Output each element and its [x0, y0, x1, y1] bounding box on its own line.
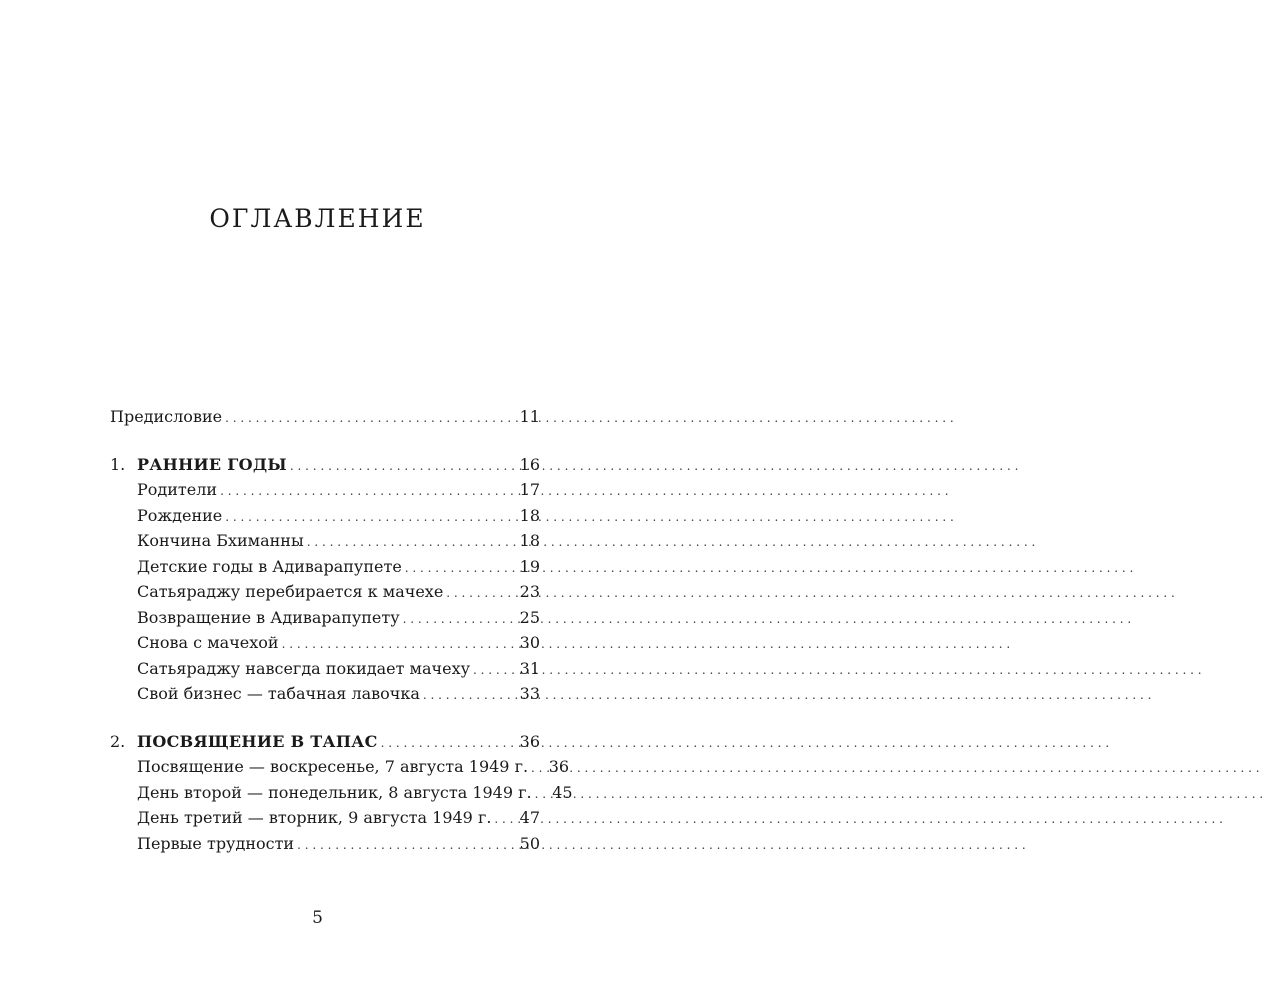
toc-entry-label: Предисловие	[110, 407, 223, 426]
chapter-number: 2.	[110, 731, 126, 751]
toc-entry-page: 11	[519, 407, 540, 426]
toc-entry-page: 25	[519, 607, 540, 627]
toc-entry	[110, 606, 540, 632]
toc-entry	[110, 631, 540, 657]
dot-leader	[297, 833, 514, 858]
toc-entry-label: Рождение	[137, 505, 223, 525]
toc-entry	[110, 555, 540, 581]
toc-entry-preface	[110, 405, 540, 431]
toc-entry-page: 31	[519, 658, 540, 678]
toc-entry	[110, 580, 540, 606]
toc-entry-label: Родители	[137, 480, 218, 499]
dot-leader	[225, 505, 514, 530]
dot-leader	[423, 683, 514, 708]
toc-entry-page: 17	[519, 480, 540, 499]
dot-leader	[405, 556, 514, 581]
dot-leader	[220, 479, 514, 504]
toc-entry-label: День второй — понедельник, 8 августа 1949 г.	[137, 782, 532, 802]
toc-entry	[110, 478, 540, 504]
toc-entry-page: 36	[519, 731, 540, 751]
section-gap	[110, 431, 540, 453]
toc-chapter-2	[110, 730, 540, 756]
toc-entry-page: 50	[519, 833, 540, 853]
dot-leader	[307, 530, 514, 555]
toc-entry-label: Свой бизнес — табачная лавочка	[137, 684, 420, 703]
toc-entry-label: Кончина Бхиманны	[137, 531, 304, 550]
chapter-number: 1.	[110, 454, 126, 474]
toc-entry	[110, 529, 540, 555]
toc-entry	[110, 755, 570, 781]
toc-entry	[110, 781, 573, 807]
toc-entry-page: 36	[548, 757, 570, 776]
toc-entry-page: 30	[519, 633, 540, 652]
toc-entry-label: Сатьяраджу перебирается к мачехе	[137, 582, 444, 601]
toc-entry-page: 33	[519, 684, 540, 703]
toc-entry-page: 45	[552, 782, 573, 802]
toc-entry	[110, 504, 540, 530]
dot-leader	[446, 581, 514, 606]
dot-leader	[225, 406, 514, 431]
toc-entry-page: 23	[519, 582, 540, 601]
toc-entry	[110, 657, 540, 683]
toc-entry-label: Сатьяраджу навсегда покидает мачеху	[137, 658, 471, 678]
dot-leader	[381, 731, 514, 756]
dot-leader	[403, 607, 514, 632]
toc-chapter-1	[110, 453, 540, 479]
toc-entry-page: 18	[519, 505, 540, 525]
dot-leader	[290, 454, 514, 479]
toc-entry-label: Возвращение в Адиварапупету	[137, 607, 400, 627]
toc-entry-label: Снова с мачехой	[137, 633, 279, 652]
toc-entry-page: 19	[519, 556, 540, 576]
toc-entry	[110, 682, 540, 708]
toc-entry-label: День третий — вторник, 9 августа 1949 г.	[137, 808, 492, 827]
page-number: 5	[312, 908, 323, 928]
section-gap	[110, 708, 540, 730]
toc-entry-page: 47	[519, 808, 540, 827]
toc-entry	[110, 832, 540, 858]
dot-leader	[494, 807, 514, 832]
chapter-title: ПОСВЯЩЕНИЕ В ТАПАС	[137, 731, 378, 751]
toc-entry	[110, 806, 540, 832]
toc-entry-label: Первые трудности	[137, 833, 295, 853]
toc-entry-page: 18	[519, 531, 540, 550]
toc-entry-label: Посвящение — воскресенье, 7 августа 1949 г.	[137, 757, 529, 776]
page-title: ОГЛАВЛЕНИЕ	[209, 204, 426, 233]
toc-entry-label: Детские годы в Адиварапупете	[137, 556, 402, 576]
toc-entry-page: 16	[519, 454, 540, 474]
chapter-title: РАННИЕ ГОДЫ	[137, 454, 287, 474]
dot-leader	[282, 632, 514, 657]
table-of-contents	[110, 405, 573, 857]
dot-leader	[531, 756, 543, 781]
dot-leader	[535, 782, 547, 807]
dot-leader	[473, 658, 514, 683]
